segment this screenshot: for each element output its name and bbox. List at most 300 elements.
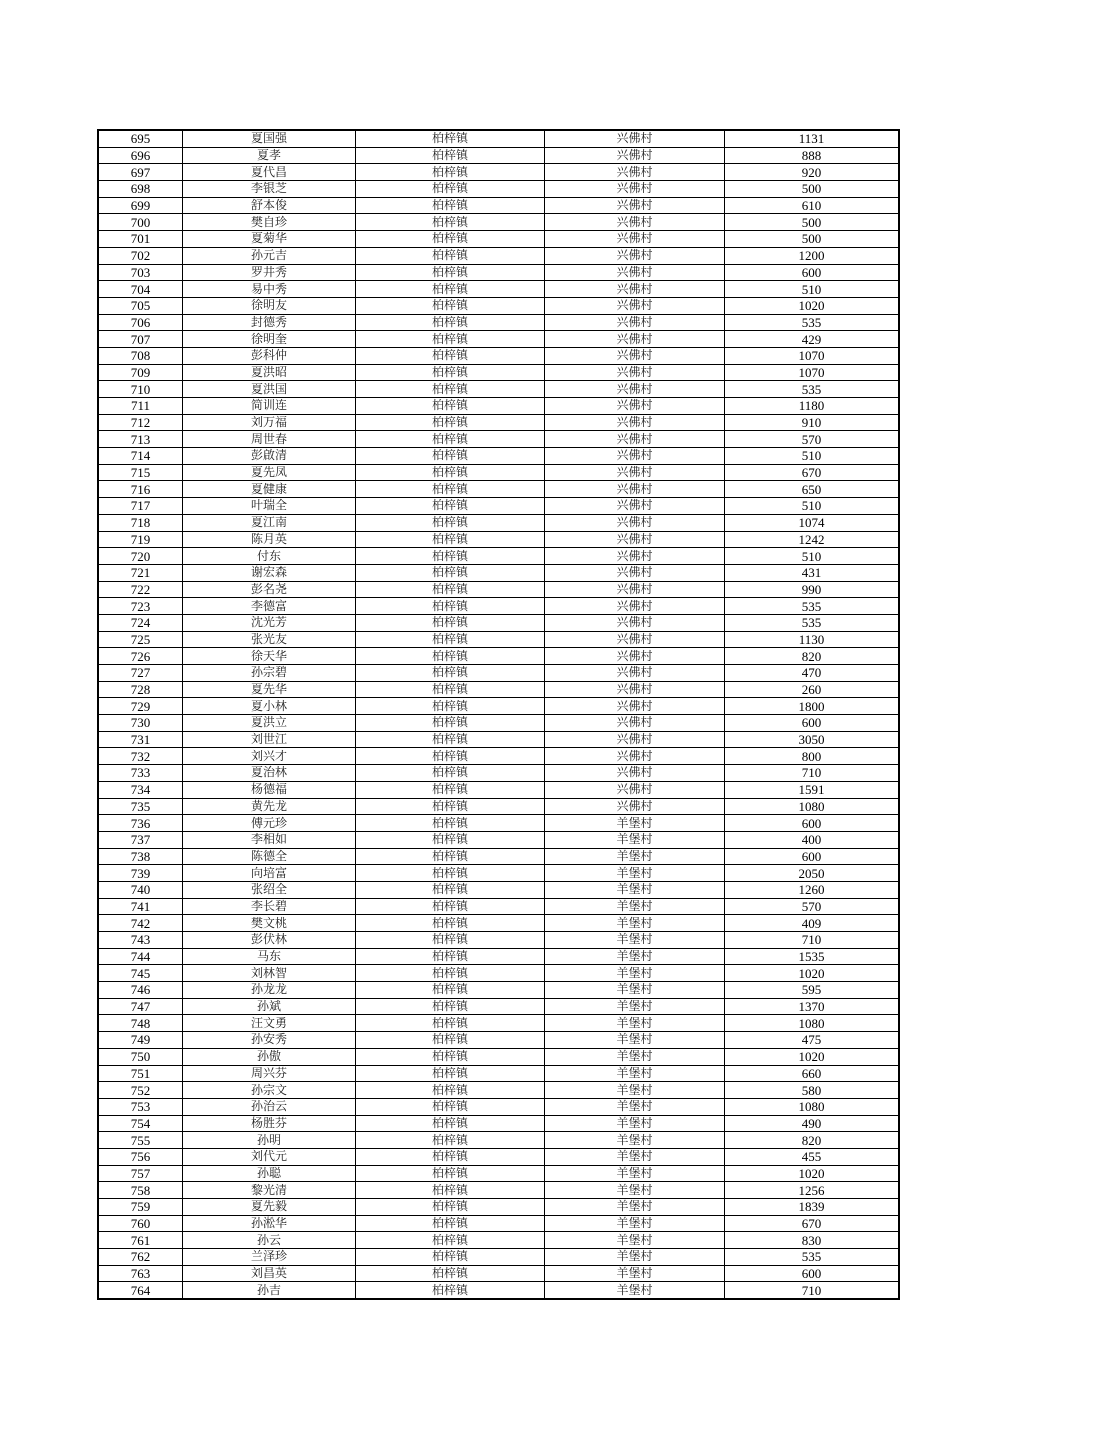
person-name-cell: 彭科仲: [183, 347, 356, 364]
row-number-cell: 711: [98, 398, 183, 415]
row-number-cell: 734: [98, 781, 183, 798]
row-number-cell: 738: [98, 848, 183, 865]
table-row: [98, 364, 899, 381]
village-cell: 羊堡村: [545, 1165, 725, 1182]
table-row: [98, 398, 899, 415]
person-name-cell: 彭伏林: [183, 932, 356, 949]
person-name-cell: 彭啟清: [183, 448, 356, 465]
row-number-cell: 722: [98, 581, 183, 598]
row-number-cell: 737: [98, 831, 183, 848]
person-name-cell: 夏代昌: [183, 164, 356, 181]
person-name-cell: 罗井秀: [183, 264, 356, 281]
town-cell: 柏梓镇: [356, 915, 545, 932]
row-number-cell: 757: [98, 1165, 183, 1182]
village-cell: 兴佛村: [545, 331, 725, 348]
town-cell: 柏梓镇: [356, 998, 545, 1015]
row-number-cell: 755: [98, 1132, 183, 1149]
town-cell: 柏梓镇: [356, 531, 545, 548]
amount-cell: 600: [725, 848, 900, 865]
town-cell: 柏梓镇: [356, 181, 545, 198]
village-cell: 兴佛村: [545, 297, 725, 314]
person-name-cell: 夏先华: [183, 681, 356, 698]
row-number-cell: 718: [98, 514, 183, 531]
person-name-cell: 夏菊华: [183, 231, 356, 248]
amount-cell: 570: [725, 431, 900, 448]
person-name-cell: 夏江南: [183, 514, 356, 531]
village-cell: 兴佛村: [545, 231, 725, 248]
amount-cell: 710: [725, 765, 900, 782]
village-cell: 兴佛村: [545, 214, 725, 231]
row-number-cell: 695: [98, 130, 183, 147]
amount-cell: 888: [725, 147, 900, 164]
amount-cell: 1020: [725, 1048, 900, 1065]
row-number-cell: 756: [98, 1148, 183, 1165]
amount-cell: 510: [725, 548, 900, 565]
amount-cell: 570: [725, 898, 900, 915]
village-cell: 兴佛村: [545, 130, 725, 147]
town-cell: 柏梓镇: [356, 698, 545, 715]
village-cell: 兴佛村: [545, 798, 725, 815]
amount-cell: 670: [725, 464, 900, 481]
town-cell: 柏梓镇: [356, 865, 545, 882]
village-cell: 羊堡村: [545, 815, 725, 832]
table-row: [98, 531, 899, 548]
town-cell: 柏梓镇: [356, 982, 545, 999]
town-cell: 柏梓镇: [356, 297, 545, 314]
amount-cell: 600: [725, 815, 900, 832]
amount-cell: 535: [725, 381, 900, 398]
town-cell: 柏梓镇: [356, 781, 545, 798]
person-name-cell: 汪文勇: [183, 1015, 356, 1032]
table-row: [98, 130, 899, 147]
village-cell: 兴佛村: [545, 414, 725, 431]
town-cell: 柏梓镇: [356, 831, 545, 848]
row-number-cell: 702: [98, 247, 183, 264]
person-name-cell: 夏先凤: [183, 464, 356, 481]
person-name-cell: 易中秀: [183, 281, 356, 298]
village-cell: 羊堡村: [545, 1048, 725, 1065]
table-row: [98, 748, 899, 765]
row-number-cell: 758: [98, 1182, 183, 1199]
table-row: [98, 1282, 899, 1299]
amount-cell: 600: [725, 1265, 900, 1282]
table-row: [98, 431, 899, 448]
row-number-cell: 697: [98, 164, 183, 181]
town-cell: 柏梓镇: [356, 1132, 545, 1149]
village-cell: 羊堡村: [545, 982, 725, 999]
row-number-cell: 742: [98, 915, 183, 932]
table-row: [98, 1065, 899, 1082]
amount-cell: 1020: [725, 965, 900, 982]
row-number-cell: 701: [98, 231, 183, 248]
table-row: [98, 1015, 899, 1032]
row-number-cell: 703: [98, 264, 183, 281]
amount-cell: 535: [725, 1249, 900, 1266]
table-body: [98, 130, 899, 1299]
person-name-cell: 孙聪: [183, 1165, 356, 1182]
amount-cell: 910: [725, 414, 900, 431]
table-row: [98, 781, 899, 798]
amount-cell: 510: [725, 448, 900, 465]
table-row: [98, 831, 899, 848]
table-row: [98, 464, 899, 481]
amount-cell: 710: [725, 932, 900, 949]
row-number-cell: 730: [98, 715, 183, 732]
village-cell: 羊堡村: [545, 865, 725, 882]
village-cell: 兴佛村: [545, 498, 725, 515]
person-name-cell: 孙斌: [183, 998, 356, 1015]
town-cell: 柏梓镇: [356, 431, 545, 448]
person-name-cell: 徐天华: [183, 648, 356, 665]
table-row: [98, 798, 899, 815]
amount-cell: 1070: [725, 364, 900, 381]
town-cell: 柏梓镇: [356, 1265, 545, 1282]
person-name-cell: 孙龙龙: [183, 982, 356, 999]
town-cell: 柏梓镇: [356, 848, 545, 865]
table-row: [98, 948, 899, 965]
person-name-cell: 孙宗文: [183, 1082, 356, 1099]
town-cell: 柏梓镇: [356, 214, 545, 231]
row-number-cell: 706: [98, 314, 183, 331]
row-number-cell: 707: [98, 331, 183, 348]
row-number-cell: 709: [98, 364, 183, 381]
town-cell: 柏梓镇: [356, 581, 545, 598]
row-number-cell: 750: [98, 1048, 183, 1065]
table-row: [98, 1199, 899, 1216]
person-name-cell: 夏孝: [183, 147, 356, 164]
table-row: [98, 247, 899, 264]
village-cell: 羊堡村: [545, 948, 725, 965]
town-cell: 柏梓镇: [356, 765, 545, 782]
table-row: [98, 347, 899, 364]
amount-cell: 1260: [725, 881, 900, 898]
row-number-cell: 704: [98, 281, 183, 298]
table-row: [98, 481, 899, 498]
row-number-cell: 699: [98, 197, 183, 214]
town-cell: 柏梓镇: [356, 881, 545, 898]
amount-cell: 1256: [725, 1182, 900, 1199]
person-name-cell: 孙吉: [183, 1282, 356, 1299]
village-cell: 羊堡村: [545, 898, 725, 915]
town-cell: 柏梓镇: [356, 932, 545, 949]
town-cell: 柏梓镇: [356, 548, 545, 565]
village-cell: 羊堡村: [545, 1065, 725, 1082]
village-cell: 兴佛村: [545, 281, 725, 298]
row-number-cell: 760: [98, 1215, 183, 1232]
person-name-cell: 周世春: [183, 431, 356, 448]
person-name-cell: 陈德全: [183, 848, 356, 865]
town-cell: 柏梓镇: [356, 1199, 545, 1216]
amount-cell: 600: [725, 264, 900, 281]
amount-cell: 650: [725, 481, 900, 498]
row-number-cell: 754: [98, 1115, 183, 1132]
amount-cell: 990: [725, 581, 900, 598]
village-cell: 兴佛村: [545, 197, 725, 214]
table-row: [98, 1048, 899, 1065]
row-number-cell: 700: [98, 214, 183, 231]
person-name-cell: 李德富: [183, 598, 356, 615]
person-name-cell: 夏国强: [183, 130, 356, 147]
village-cell: 羊堡村: [545, 1282, 725, 1299]
table-row: [98, 181, 899, 198]
amount-cell: 431: [725, 564, 900, 581]
row-number-cell: 716: [98, 481, 183, 498]
amount-cell: 1535: [725, 948, 900, 965]
row-number-cell: 724: [98, 614, 183, 631]
town-cell: 柏梓镇: [356, 231, 545, 248]
row-number-cell: 723: [98, 598, 183, 615]
table-row: [98, 314, 899, 331]
village-cell: 兴佛村: [545, 448, 725, 465]
village-cell: 兴佛村: [545, 364, 725, 381]
amount-cell: 3050: [725, 731, 900, 748]
table-row: [98, 414, 899, 431]
row-number-cell: 743: [98, 932, 183, 949]
village-cell: 兴佛村: [545, 598, 725, 615]
row-number-cell: 762: [98, 1249, 183, 1266]
table-row: [98, 598, 899, 615]
table-row: [98, 898, 899, 915]
town-cell: 柏梓镇: [356, 648, 545, 665]
village-cell: 兴佛村: [545, 347, 725, 364]
row-number-cell: 720: [98, 548, 183, 565]
row-number-cell: 739: [98, 865, 183, 882]
village-cell: 羊堡村: [545, 1215, 725, 1232]
town-cell: 柏梓镇: [356, 414, 545, 431]
table-row: [98, 281, 899, 298]
row-number-cell: 729: [98, 698, 183, 715]
table-row: [98, 297, 899, 314]
amount-cell: 600: [725, 715, 900, 732]
amount-cell: 500: [725, 181, 900, 198]
amount-cell: 1020: [725, 1165, 900, 1182]
person-name-cell: 陈月英: [183, 531, 356, 548]
row-number-cell: 746: [98, 982, 183, 999]
village-cell: 羊堡村: [545, 848, 725, 865]
row-number-cell: 752: [98, 1082, 183, 1099]
person-name-cell: 刘昌英: [183, 1265, 356, 1282]
town-cell: 柏梓镇: [356, 1082, 545, 1099]
village-cell: 羊堡村: [545, 965, 725, 982]
town-cell: 柏梓镇: [356, 1282, 545, 1299]
person-name-cell: 夏治林: [183, 765, 356, 782]
row-number-cell: 753: [98, 1098, 183, 1115]
row-number-cell: 710: [98, 381, 183, 398]
village-cell: 兴佛村: [545, 648, 725, 665]
town-cell: 柏梓镇: [356, 1215, 545, 1232]
table-row: [98, 1032, 899, 1049]
town-cell: 柏梓镇: [356, 1032, 545, 1049]
table-row: [98, 164, 899, 181]
village-cell: 羊堡村: [545, 1098, 725, 1115]
row-number-cell: 740: [98, 881, 183, 898]
town-cell: 柏梓镇: [356, 748, 545, 765]
village-cell: 兴佛村: [545, 431, 725, 448]
amount-cell: 1800: [725, 698, 900, 715]
table-row: [98, 581, 899, 598]
row-number-cell: 744: [98, 948, 183, 965]
town-cell: 柏梓镇: [356, 631, 545, 648]
table-row: [98, 1115, 899, 1132]
table-row: [98, 147, 899, 164]
amount-cell: 2050: [725, 865, 900, 882]
village-cell: 羊堡村: [545, 1232, 725, 1249]
amount-cell: 580: [725, 1082, 900, 1099]
village-cell: 兴佛村: [545, 581, 725, 598]
amount-cell: 475: [725, 1032, 900, 1049]
amount-cell: 510: [725, 498, 900, 515]
table-row: [98, 1132, 899, 1149]
town-cell: 柏梓镇: [356, 1148, 545, 1165]
town-cell: 柏梓镇: [356, 264, 545, 281]
amount-cell: 610: [725, 197, 900, 214]
amount-cell: 535: [725, 314, 900, 331]
table-row: [98, 1148, 899, 1165]
person-name-cell: 杨胜芬: [183, 1115, 356, 1132]
table-row: [98, 548, 899, 565]
table-row: [98, 1265, 899, 1282]
row-number-cell: 736: [98, 815, 183, 832]
amount-cell: 830: [725, 1232, 900, 1249]
table-row: [98, 614, 899, 631]
row-number-cell: 721: [98, 564, 183, 581]
person-name-cell: 黄先龙: [183, 798, 356, 815]
table-row: [98, 815, 899, 832]
table-row: [98, 498, 899, 515]
village-cell: 羊堡村: [545, 1249, 725, 1266]
person-name-cell: 叶瑞全: [183, 498, 356, 515]
row-number-cell: 728: [98, 681, 183, 698]
person-name-cell: 夏洪国: [183, 381, 356, 398]
person-name-cell: 孙安秀: [183, 1032, 356, 1049]
person-name-cell: 樊文桃: [183, 915, 356, 932]
row-number-cell: 749: [98, 1032, 183, 1049]
village-cell: 兴佛村: [545, 564, 725, 581]
table-row: [98, 264, 899, 281]
row-number-cell: 761: [98, 1232, 183, 1249]
person-name-cell: 周兴芬: [183, 1065, 356, 1082]
row-number-cell: 731: [98, 731, 183, 748]
amount-cell: 400: [725, 831, 900, 848]
person-name-cell: 彭名尧: [183, 581, 356, 598]
table-row: [98, 698, 899, 715]
person-name-cell: 李长碧: [183, 898, 356, 915]
amount-cell: 920: [725, 164, 900, 181]
person-name-cell: 舒本俊: [183, 197, 356, 214]
village-cell: 兴佛村: [545, 247, 725, 264]
town-cell: 柏梓镇: [356, 347, 545, 364]
table-row: [98, 731, 899, 748]
table-row: [98, 881, 899, 898]
table-row: [98, 231, 899, 248]
town-cell: 柏梓镇: [356, 364, 545, 381]
village-cell: 兴佛村: [545, 514, 725, 531]
row-number-cell: 698: [98, 181, 183, 198]
amount-cell: 670: [725, 1215, 900, 1232]
town-cell: 柏梓镇: [356, 164, 545, 181]
amount-cell: 1080: [725, 798, 900, 815]
village-cell: 羊堡村: [545, 1032, 725, 1049]
village-cell: 兴佛村: [545, 681, 725, 698]
town-cell: 柏梓镇: [356, 948, 545, 965]
town-cell: 柏梓镇: [356, 898, 545, 915]
person-name-cell: 马东: [183, 948, 356, 965]
town-cell: 柏梓镇: [356, 731, 545, 748]
village-cell: 羊堡村: [545, 1115, 725, 1132]
amount-cell: 1200: [725, 247, 900, 264]
person-name-cell: 夏洪立: [183, 715, 356, 732]
table-row: [98, 631, 899, 648]
row-number-cell: 717: [98, 498, 183, 515]
town-cell: 柏梓镇: [356, 448, 545, 465]
person-name-cell: 刘万福: [183, 414, 356, 431]
village-cell: 兴佛村: [545, 147, 725, 164]
row-number-cell: 696: [98, 147, 183, 164]
person-name-cell: 孙淞华: [183, 1215, 356, 1232]
person-name-cell: 孙宗碧: [183, 665, 356, 682]
table-row: [98, 765, 899, 782]
amount-cell: 1080: [725, 1015, 900, 1032]
town-cell: 柏梓镇: [356, 147, 545, 164]
table-row: [98, 665, 899, 682]
town-cell: 柏梓镇: [356, 281, 545, 298]
amount-cell: 470: [725, 665, 900, 682]
row-number-cell: 764: [98, 1282, 183, 1299]
person-name-cell: 孙云: [183, 1232, 356, 1249]
town-cell: 柏梓镇: [356, 665, 545, 682]
table-row: [98, 915, 899, 932]
village-cell: 羊堡村: [545, 1082, 725, 1099]
village-cell: 兴佛村: [545, 665, 725, 682]
village-cell: 羊堡村: [545, 998, 725, 1015]
village-cell: 兴佛村: [545, 264, 725, 281]
amount-cell: 820: [725, 1132, 900, 1149]
person-name-cell: 黎光清: [183, 1182, 356, 1199]
amount-cell: 660: [725, 1065, 900, 1082]
table-row: [98, 965, 899, 982]
row-number-cell: 725: [98, 631, 183, 648]
town-cell: 柏梓镇: [356, 614, 545, 631]
village-cell: 羊堡村: [545, 1265, 725, 1282]
person-name-cell: 刘世江: [183, 731, 356, 748]
village-cell: 兴佛村: [545, 715, 725, 732]
village-cell: 兴佛村: [545, 781, 725, 798]
town-cell: 柏梓镇: [356, 1048, 545, 1065]
village-cell: 羊堡村: [545, 831, 725, 848]
table-row: [98, 1098, 899, 1115]
row-number-cell: 714: [98, 448, 183, 465]
amount-cell: 595: [725, 982, 900, 999]
amount-cell: 1070: [725, 347, 900, 364]
person-name-cell: 夏小林: [183, 698, 356, 715]
table-row: [98, 214, 899, 231]
table-row: [98, 848, 899, 865]
row-number-cell: 751: [98, 1065, 183, 1082]
town-cell: 柏梓镇: [356, 815, 545, 832]
village-cell: 羊堡村: [545, 881, 725, 898]
town-cell: 柏梓镇: [356, 398, 545, 415]
person-name-cell: 简训连: [183, 398, 356, 415]
village-cell: 兴佛村: [545, 164, 725, 181]
row-number-cell: 745: [98, 965, 183, 982]
town-cell: 柏梓镇: [356, 130, 545, 147]
person-name-cell: 傅元珍: [183, 815, 356, 832]
person-name-cell: 刘兴才: [183, 748, 356, 765]
town-cell: 柏梓镇: [356, 965, 545, 982]
town-cell: 柏梓镇: [356, 598, 545, 615]
row-number-cell: 719: [98, 531, 183, 548]
person-name-cell: 孙元吉: [183, 247, 356, 264]
